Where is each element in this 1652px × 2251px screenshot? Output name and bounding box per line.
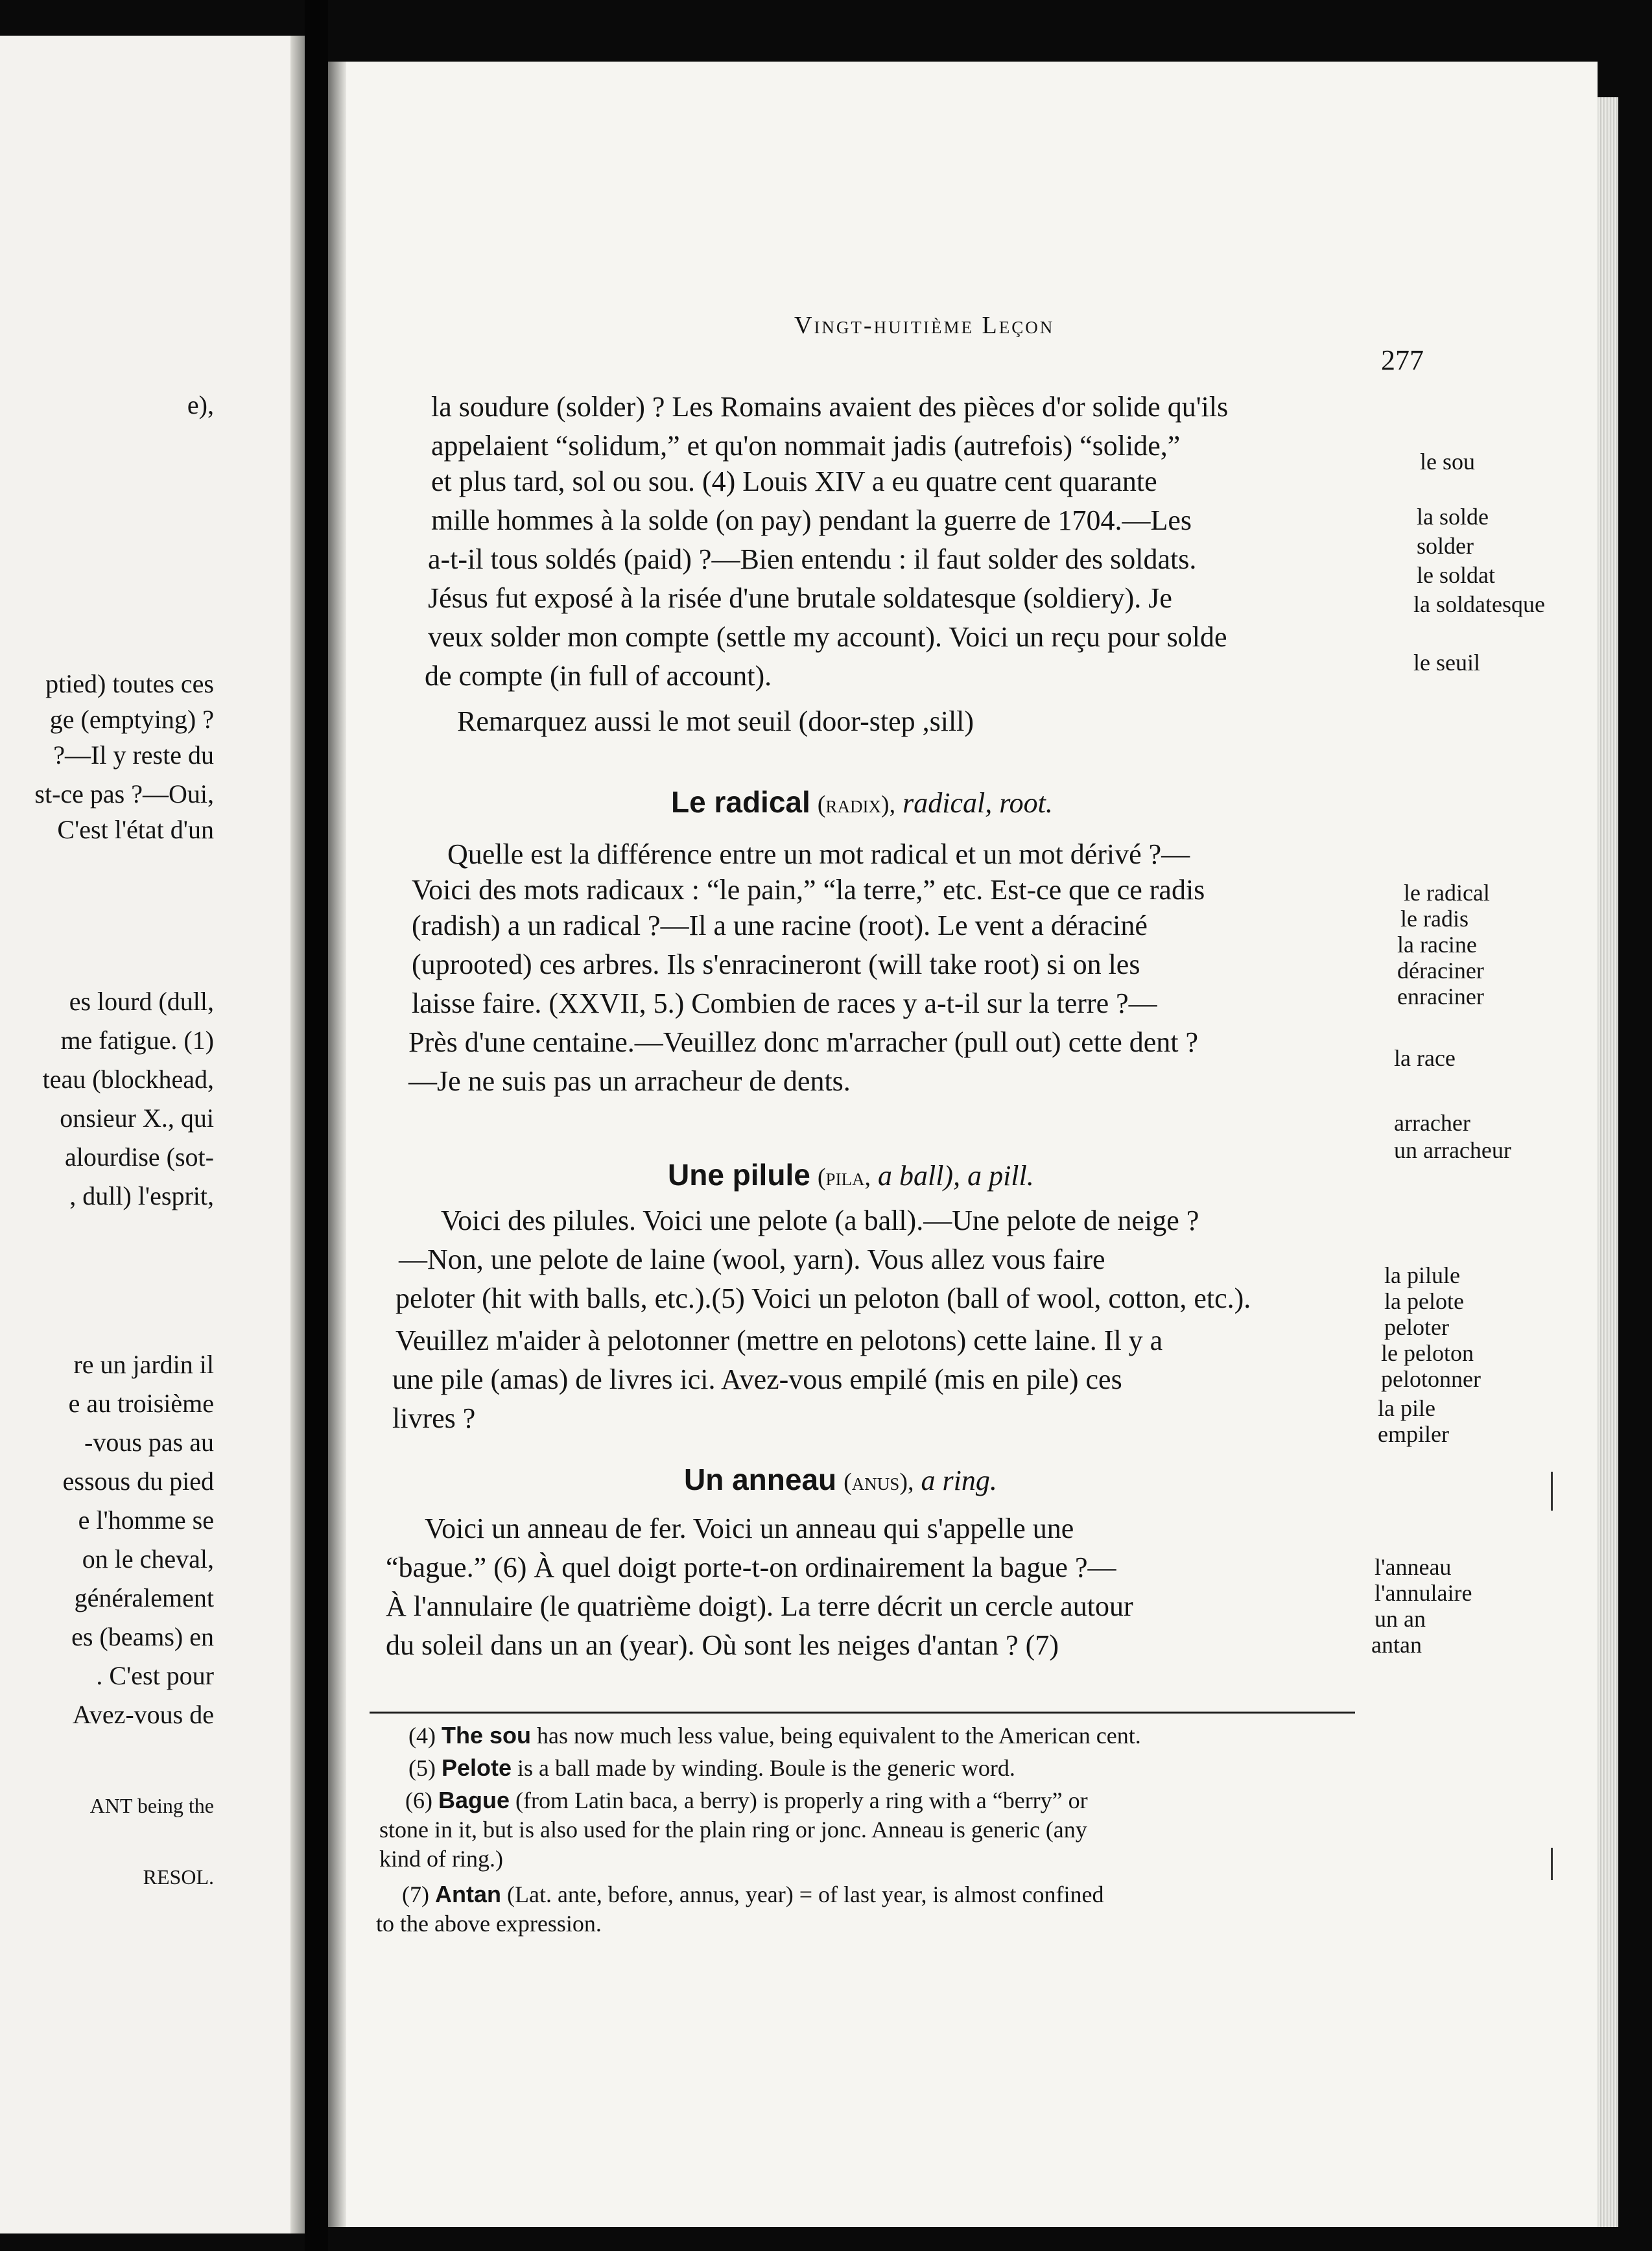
- footnote-line: [408, 1754, 1015, 1782]
- left-page-line: st-ce pas ?—Oui,: [34, 779, 214, 808]
- margin-note: l'anneau: [1375, 1554, 1452, 1580]
- margin-note: la pilule: [1384, 1262, 1460, 1288]
- margin-note: la pile: [1378, 1395, 1435, 1421]
- body-line: veux solder mon compte (settle my account). Voici un reçu pour solde: [428, 621, 1227, 653]
- margin-note: l'annulaire: [1375, 1580, 1472, 1606]
- footnote-text: is a ball made by winding. Boule is the generic word.: [517, 1755, 1015, 1781]
- margin-note: un an: [1375, 1606, 1426, 1632]
- margin-mark: [1551, 1848, 1553, 1880]
- left-page-line: e au troisième: [68, 1389, 214, 1418]
- left-page-footnote-line: ANT being the: [89, 1794, 214, 1817]
- body-line: laisse faire. (XXVII, 5.) Combien de races y a-t-il sur la terre ?—: [412, 987, 1157, 1019]
- margin-note: le soldat: [1417, 562, 1495, 588]
- body-line: mille hommes à la solde (on pay) pendant la guerre de 1704.—Les: [431, 504, 1192, 536]
- footnote-term: The sou: [441, 1722, 531, 1749]
- left-page-line: on le cheval,: [82, 1544, 214, 1573]
- left-page-line: me fatigue. (1): [60, 1026, 214, 1055]
- margin-note: la solde: [1417, 504, 1489, 530]
- body-line: livres ?: [392, 1402, 476, 1434]
- footnote-line: [379, 1844, 503, 1873]
- section-heading: [668, 1157, 1034, 1192]
- margin-note: antan: [1371, 1632, 1422, 1658]
- body-line: de compte (in full of account).: [425, 660, 772, 692]
- running-head: Vingt-huitième Leçon: [794, 312, 1055, 339]
- left-page-line: alourdise (sot-: [65, 1142, 214, 1172]
- left-page-line: onsieur X., qui: [60, 1103, 214, 1133]
- section-head-word: Un anneau: [684, 1463, 837, 1496]
- left-page-line: . C'est pour: [96, 1661, 214, 1690]
- footnote-line: [379, 1815, 1087, 1844]
- left-page-line: teau (blockhead,: [42, 1065, 214, 1094]
- page-number: 277: [1381, 344, 1424, 376]
- body-line: Remarquez aussi le mot seuil (door-step ,sill): [457, 705, 974, 737]
- section-heading: [684, 1462, 997, 1497]
- section-gloss: radical, root.: [903, 787, 1053, 819]
- section-etymology: (anus),: [844, 1468, 914, 1496]
- body-line: Veuillez m'aider à pelotonner (mettre en pelotons) cette laine. Il y a: [395, 1325, 1163, 1356]
- margin-note: le peloton: [1381, 1340, 1474, 1366]
- margin-note: solder: [1417, 533, 1474, 559]
- left-page-line: généralement: [74, 1583, 214, 1612]
- right-page-gutter-shadow: [328, 62, 346, 2227]
- margin-note: le radis: [1400, 906, 1469, 932]
- section-etymology: (pila,: [817, 1164, 871, 1191]
- margin-note: peloter: [1384, 1314, 1449, 1340]
- margin-note: la race: [1394, 1045, 1456, 1071]
- footnote-line: [405, 1786, 1088, 1815]
- body-line: appelaient “solidum,” et qu'on nommait jadis (autrefois) “solide,”: [431, 430, 1181, 462]
- body-line: À l'annulaire (le quatrième doigt). La terre décrit un cercle autour: [386, 1590, 1133, 1622]
- footnote-number: (5): [408, 1755, 436, 1781]
- left-page-line: es (beams) en: [71, 1622, 214, 1651]
- footnote-text: stone in it, but is also used for the plain ring or jonc. Anneau is generic (any: [379, 1817, 1087, 1843]
- margin-note: empiler: [1378, 1421, 1449, 1447]
- body-line: a-t-il tous soldés (paid) ?—Bien entendu : il faut solder des soldats.: [428, 543, 1197, 575]
- footnote-term: Pelote: [441, 1754, 512, 1781]
- body-line: du soleil dans un an (year). Où sont les neiges d'antan ? (7): [386, 1629, 1059, 1661]
- margin-note: enraciner: [1397, 984, 1484, 1009]
- left-page-line: re un jardin il: [73, 1350, 214, 1379]
- left-page-gutter: [290, 36, 305, 2233]
- margin-note: le radical: [1404, 880, 1490, 906]
- body-line: —Je ne suis pas un arracheur de dents.: [408, 1065, 851, 1097]
- body-line: —Non, une pelote de laine (wool, yarn). Vous allez vous faire: [399, 1243, 1105, 1275]
- body-line: une pile (amas) de livres ici. Avez-vous empilé (mis en pile) ces: [392, 1363, 1122, 1395]
- margin-note: le seuil: [1413, 650, 1480, 676]
- footnote-rule: [370, 1712, 1355, 1714]
- body-line: Voici des mots radicaux : “le pain,” “la terre,” etc. Est-ce que ce radis: [412, 874, 1205, 906]
- footnote-term: Antan: [434, 1881, 501, 1907]
- body-line: (uprooted) ces arbres. Ils s'enracineront (will take root) si on les: [412, 949, 1140, 980]
- body-line: Quelle est la différence entre un mot radical et un mot dérivé ?—: [447, 838, 1190, 870]
- section-etymology: (radix),: [817, 791, 896, 818]
- section-gloss: a ring.: [921, 1465, 997, 1496]
- body-line: Voici des pilules. Voici une pelote (a ball).—Une pelote de neige ?: [441, 1205, 1199, 1236]
- margin-mark: [1551, 1472, 1553, 1511]
- margin-note: la racine: [1397, 932, 1477, 958]
- left-page-line: -vous pas au: [84, 1428, 214, 1457]
- margin-note: un arracheur: [1394, 1137, 1511, 1163]
- footnote-line: [408, 1721, 1141, 1750]
- left-page-footnote-line: RESOL.: [143, 1865, 214, 1889]
- page-edge: [1598, 97, 1618, 2227]
- footnote-line: [376, 1909, 602, 1938]
- left-page-line: ge (emptying) ?: [49, 705, 214, 734]
- section-head-word: Le radical: [671, 785, 810, 819]
- body-line: (radish) a un radical ?—Il a une racine (root). Le vent a déraciné: [412, 910, 1148, 941]
- margin-note: pelotonner: [1381, 1366, 1481, 1392]
- left-page-line: e l'homme se: [78, 1505, 214, 1535]
- footnote-text: (from Latin baca, a berry) is properly a ring with a “berry” or: [515, 1787, 1088, 1813]
- body-line: peloter (hit with balls, etc.).(5) Voici un peloton (ball of wool, cotton, etc.).: [395, 1282, 1251, 1314]
- margin-note: la soldatesque: [1413, 591, 1545, 617]
- section-head-word: Une pilule: [668, 1158, 810, 1192]
- left-page: [0, 36, 305, 2233]
- left-page-line: es lourd (dull,: [69, 987, 214, 1016]
- left-page-line: essous du pied: [62, 1467, 214, 1496]
- left-page-line: , dull) l'esprit,: [69, 1181, 214, 1210]
- body-line: et plus tard, sol ou sou. (4) Louis XIV a eu quatre cent quarante: [431, 466, 1157, 497]
- margin-note: le sou: [1420, 449, 1475, 475]
- left-page-line: ?—Il y reste du: [53, 740, 214, 770]
- section-heading: [671, 784, 1053, 819]
- body-line: la soudure (solder) ? Les Romains avaient des pièces d'or solide qu'ils: [431, 391, 1229, 423]
- left-page-line: e),: [187, 390, 214, 419]
- body-line: Voici un anneau de fer. Voici un anneau qui s'appelle une: [425, 1513, 1074, 1544]
- footnote-line: [402, 1880, 1104, 1909]
- footnote-number: (4): [408, 1723, 436, 1749]
- left-page-line: C'est l'état d'un: [57, 815, 214, 844]
- book-spine: [305, 0, 328, 2251]
- margin-note: déraciner: [1397, 958, 1484, 984]
- left-page-line: Avez-vous de: [72, 1700, 214, 1729]
- body-line: “bague.” (6) À quel doigt porte-t-on ordinairement la bague ?—: [386, 1551, 1116, 1583]
- footnote-number: (7): [402, 1881, 429, 1907]
- footnote-text: kind of ring.): [379, 1846, 503, 1872]
- footnote-term: Bague: [438, 1787, 510, 1813]
- footnote-number: (6): [405, 1787, 432, 1813]
- section-gloss: a ball), a pill.: [877, 1160, 1034, 1192]
- footnote-text: (Lat. ante, before, annus, year) = of last year, is almost confined: [506, 1881, 1104, 1907]
- body-line: Jésus fut exposé à la risée d'une brutale soldatesque (soldiery). Je: [428, 582, 1172, 614]
- margin-note: la pelote: [1384, 1288, 1464, 1314]
- footnote-text: to the above expression.: [376, 1911, 602, 1937]
- margin-note: arracher: [1394, 1110, 1470, 1136]
- body-line: Près d'une centaine.—Veuillez donc m'arracher (pull out) cette dent ?: [408, 1026, 1199, 1058]
- footnote-text: has now much less value, being equivalent to the American cent.: [537, 1723, 1141, 1749]
- left-page-line: ptied) toutes ces: [45, 669, 214, 698]
